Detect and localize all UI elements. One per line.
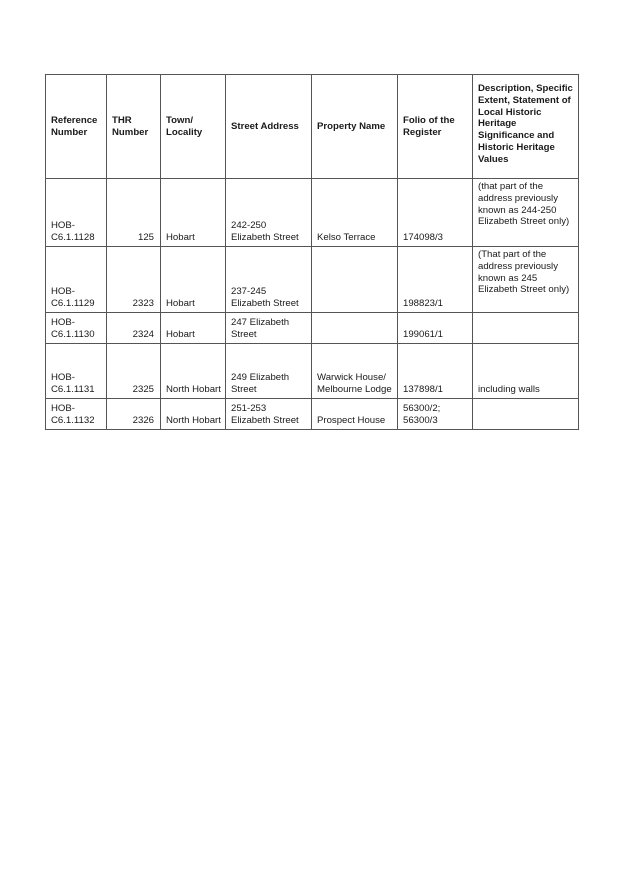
- reference-number-cell: HOB-C6.1.1130: [46, 313, 107, 344]
- header-town-locality: Town/ Locality: [161, 75, 226, 179]
- header-property-name: Property Name: [312, 75, 398, 179]
- town-cell: Hobart: [161, 179, 226, 247]
- reference-number-cell: HOB-C6.1.1129: [46, 247, 107, 313]
- town-cell: North Hobart: [161, 399, 226, 430]
- property-name-cell: Prospect House: [312, 399, 398, 430]
- thr-number-cell: 2324: [107, 313, 161, 344]
- property-name-cell: [312, 247, 398, 313]
- header-description: Description, Specific Extent, Statement of Local Historic Heritage Significance and Historic Heritage Values: [473, 75, 579, 179]
- reference-number-cell: HOB-C6.1.1128: [46, 179, 107, 247]
- street-address-cell: 249 Elizabeth Street: [226, 344, 312, 399]
- table-row: [46, 179, 579, 247]
- property-name-cell: Kelso Terrace: [312, 179, 398, 247]
- table-header-row: [46, 75, 579, 179]
- property-name-cell: [312, 313, 398, 344]
- folio-cell: 137898/1: [398, 344, 473, 399]
- description-cell: (That part of the address previously known as 245 Elizabeth Street only): [473, 247, 579, 313]
- description-cell: (that part of the address previously known as 244-250 Elizabeth Street only): [473, 179, 579, 247]
- thr-number-cell: 125: [107, 179, 161, 247]
- header-street-address: Street Address: [226, 75, 312, 179]
- reference-number-cell: HOB-C6.1.1131: [46, 344, 107, 399]
- table-row: [46, 399, 579, 430]
- town-cell: Hobart: [161, 247, 226, 313]
- description-cell: [473, 313, 579, 344]
- header-reference-number: Reference Number: [46, 75, 107, 179]
- table-row: [46, 247, 579, 313]
- reference-number-cell: HOB-C6.1.1132: [46, 399, 107, 430]
- thr-number-cell: 2326: [107, 399, 161, 430]
- header-thr-number: THR Number: [107, 75, 161, 179]
- town-cell: Hobart: [161, 313, 226, 344]
- table-row: [46, 344, 579, 399]
- header-folio: Folio of the Register: [398, 75, 473, 179]
- folio-cell: 56300/2; 56300/3: [398, 399, 473, 430]
- street-address-cell: 251-253 Elizabeth Street: [226, 399, 312, 430]
- folio-cell: 174098/3: [398, 179, 473, 247]
- folio-cell: 198823/1: [398, 247, 473, 313]
- table-row: [46, 313, 579, 344]
- heritage-register-table: [45, 74, 579, 430]
- street-address-cell: 237-245 Elizabeth Street: [226, 247, 312, 313]
- folio-cell: 199061/1: [398, 313, 473, 344]
- description-cell: [473, 399, 579, 430]
- street-address-cell: 247 Elizabeth Street: [226, 313, 312, 344]
- street-address-cell: 242-250 Elizabeth Street: [226, 179, 312, 247]
- property-name-cell: Warwick House/ Melbourne Lodge: [312, 344, 398, 399]
- town-cell: North Hobart: [161, 344, 226, 399]
- description-cell: including walls: [473, 344, 579, 399]
- thr-number-cell: 2325: [107, 344, 161, 399]
- thr-number-cell: 2323: [107, 247, 161, 313]
